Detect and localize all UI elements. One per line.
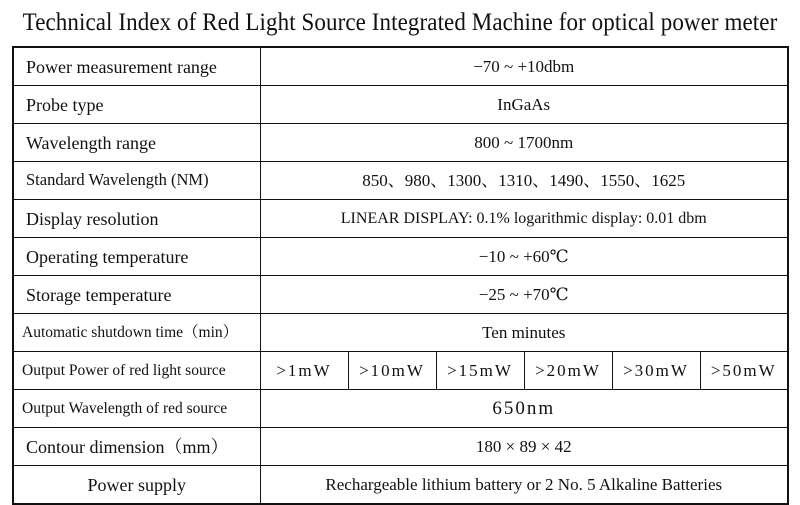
row-label: Power supply xyxy=(13,466,260,505)
table-row xyxy=(13,352,788,390)
row-value: Rechargeable lithium battery or 2 No. 5 Alkaline Batteries xyxy=(260,466,788,505)
page-title: Technical Index of Red Light Source Integrated Machine for optical power meter xyxy=(22,9,778,36)
table-row xyxy=(13,200,788,238)
red-power-option: >50mW xyxy=(700,352,788,390)
row-label: Contour dimension（mm） xyxy=(13,428,260,466)
row-label: Probe type xyxy=(13,86,260,124)
red-power-option: >15mW xyxy=(436,352,524,390)
red-power-option: >20mW xyxy=(524,352,612,390)
table-row xyxy=(13,466,788,505)
spec-table xyxy=(12,46,789,505)
row-label: Power measurement range xyxy=(13,47,260,86)
row-value: 180 × 89 × 42 xyxy=(260,428,788,466)
row-value: 650nm xyxy=(260,390,788,428)
red-power-option: >30mW xyxy=(612,352,700,390)
red-power-option: >10mW xyxy=(348,352,436,390)
red-power-option: >1mW xyxy=(260,352,348,390)
row-value: −70 ~ +10dbm xyxy=(260,47,788,86)
row-label: Output Power of red light source xyxy=(13,352,260,390)
row-label: Automatic shutdown time（min） xyxy=(13,314,260,352)
row-label: Storage temperature xyxy=(13,276,260,314)
table-row xyxy=(13,314,788,352)
table-row xyxy=(13,390,788,428)
table-row xyxy=(13,162,788,200)
row-label: Operating temperature xyxy=(13,238,260,276)
row-value: InGaAs xyxy=(260,86,788,124)
row-value: −25 ~ +70℃ xyxy=(260,276,788,314)
row-value: LINEAR DISPLAY: 0.1% logarithmic display: 0.01 dbm xyxy=(260,200,788,238)
row-label: Display resolution xyxy=(13,200,260,238)
row-label: Standard Wavelength (NM) xyxy=(13,162,260,200)
row-label: Output Wavelength of red source xyxy=(13,390,260,428)
table-row xyxy=(13,86,788,124)
row-value: 800 ~ 1700nm xyxy=(260,124,788,162)
table-row xyxy=(13,238,788,276)
row-value: Ten minutes xyxy=(260,314,788,352)
table-row xyxy=(13,276,788,314)
table-row xyxy=(13,124,788,162)
row-value: 850、980、1300、1310、1490、1550、1625 xyxy=(260,162,788,200)
table-row xyxy=(13,47,788,86)
row-label: Wavelength range xyxy=(13,124,260,162)
table-row xyxy=(13,428,788,466)
row-value: −10 ~ +60℃ xyxy=(260,238,788,276)
